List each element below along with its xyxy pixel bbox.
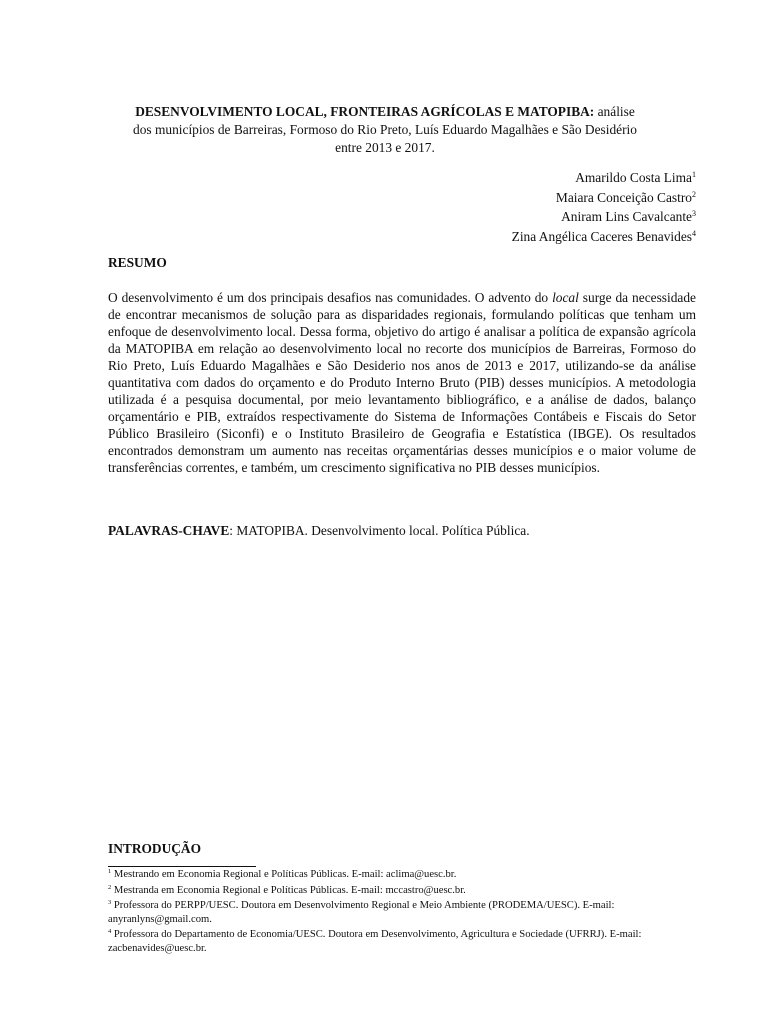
keywords-label: PALAVRAS-CHAVE [108, 523, 230, 538]
keywords-text: : MATOPIBA. Desenvolvimento local. Política Pública. [229, 523, 530, 538]
footnote-number: 1 [108, 868, 112, 875]
footnote-divider [108, 866, 256, 867]
footnote [108, 928, 698, 955]
author [512, 168, 696, 188]
footnote-text: Mestranda em Economia Regional e Políticas Públicas. E-mail: mccastro@uesc.br. [111, 884, 466, 896]
footnote-marker: 2 [692, 189, 696, 199]
footnote-marker: 1 [692, 170, 696, 179]
author-name: Aniram Lins Cavalcante [561, 209, 692, 224]
author [512, 188, 696, 208]
resumo-heading: RESUMO [108, 255, 167, 270]
author-name: Amarildo Costa Lima [575, 170, 692, 185]
author-name: Zina Angélica Caceres Benavides [511, 228, 692, 244]
footnotes [108, 868, 698, 957]
footnote [108, 884, 698, 898]
abstract-part1: O desenvolvimento é um dos principais desafios nas comunidades. O advento do [108, 290, 553, 305]
footnote [108, 899, 698, 926]
keywords [108, 523, 696, 539]
title-bold: DESENVOLVIMENTO LOCAL, FRONTEIRAS AGRÍCOLAS E MATOPIBA: [135, 104, 595, 119]
introducao-heading: INTRODUÇÃO [108, 841, 201, 856]
title-line3: entre 2013 e 2017. [335, 140, 435, 155]
footnote-marker: 3 [692, 209, 696, 218]
author-list [512, 168, 696, 246]
abstract-italic: local [552, 290, 579, 305]
footnote-number: 2 [108, 883, 112, 891]
footnote-number: 4 [108, 928, 112, 935]
author [512, 207, 696, 227]
footnote-text: Mestrando em Economia Regional e Políticas Públicas. E-mail: aclima@uesc.br. [111, 869, 457, 880]
author-name: Maiara Conceição Castro [555, 189, 692, 205]
title-line2: dos municípios de Barreiras, Formoso do Rio Preto, Luís Eduardo Magalhães e São Desidério [133, 122, 637, 137]
title-rest: análise [594, 104, 635, 119]
footnote-text: Professora do PERPP/UESC. Doutora em Desenvolvimento Regional e Meio Ambiente (PRODEMA/UESC). E-mail: anyranlyns@gmail.com. [108, 900, 615, 925]
paper-title [108, 103, 662, 157]
abstract-text [108, 289, 696, 476]
author [512, 227, 696, 247]
footnote-number: 3 [108, 899, 112, 906]
footnote [108, 868, 698, 882]
footnote-text: Professora do Departamento de Economia/UESC. Doutora em Desenvolvimento, Agricultura e Sociedade (UFRRJ). E-mail: zacbenavides@uesc.br. [108, 929, 642, 954]
footnote-marker: 4 [692, 228, 696, 238]
abstract-part2: surge da necessidade de encontrar mecanismos de solução para as disparidades regionais, formulando políticas que tenham um enfoque de desenvolvimento local. Dessa forma, objetivo do artigo é analisar a política de expansão agrícola da MATOPIBA em relação ao desenvolvimento local no recorte dos municípios de Barreiras, Formoso do Rio Preto, Luís Eduardo Magalhães e São Desiderio nos anos de 2013 e 2017, utilizando-se da análise quantitativa com dados do orçamento e do Produto Interno Bruto (PIB) desses municípios. A metodologia utilizada é a pesquisa documental, por meio levantamento bibliográfico, e a análise de dados, balanço orçamentário e PIB, extraídos respectivamente do Sistema de Informações Contábeis e Fiscais do Setor Público Brasileiro (Siconfi) e o Instituto Brasileiro de Geografia e Estatística (IBGE). Os resultados encontrados demonstram um aumento nas receitas orçamentárias desses municípios e o maior volume de transferências correntes, e também, um crescimento significativa no PIB desses municípios. [108, 290, 697, 475]
